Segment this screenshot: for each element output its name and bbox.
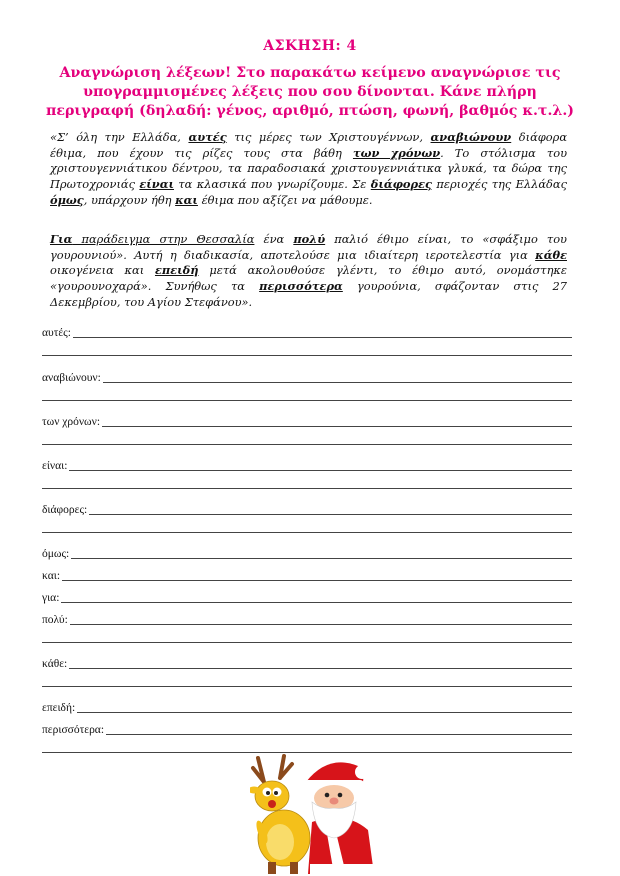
underlined-word: αυτές xyxy=(188,130,227,144)
answer-row-ton-chronon: των χρόνων: xyxy=(42,414,572,428)
answer-line[interactable] xyxy=(62,570,572,581)
extra-answer-line[interactable] xyxy=(42,686,572,687)
underlined-word: κάθε xyxy=(535,247,567,262)
underlined-word: πολύ xyxy=(293,232,326,246)
extra-answer-line[interactable] xyxy=(42,444,572,445)
text-paragraph-1: «Σ’ όλη την Ελλάδα, αυτές τις μέρες των Χριστουγέννων, αναβιώνουν διάφορα έθιμα, που έχουν τις ρίζες τους στα βάθη των χρόνων. Το στόλισμα του χριστουγεννιάτικου δέντρου, τα παραδοσιακά χριστουγεννιάτικα γλυκά, τα δώρα της Πρωτοχρονιάς είναι τα κλασικά που γνωρίζουμε. Σε διάφορες περιοχές της Ελλάδας όμως, υπάρχουν ήθη και έθιμα που αξίζει να μάθουμε. xyxy=(50,130,568,207)
underlined-word: είναι xyxy=(139,177,174,192)
extra-answer-line[interactable] xyxy=(42,400,572,401)
instruction-line-1: Αναγνώριση λέξεων! Στο παρακάτω κείμενο αναγνώρισε τις xyxy=(59,65,561,81)
text-paragraph-2: Για παράδειγμα στην Θεσσαλία ένα πολύ παλιό έθιμο είναι, το «σφάξιμο του γουρουνιού». Αυτή η διαδικασία, αποτελούσε μια ιδιαίτερη ιεροτελεστία για κάθε οικογένεια και επειδή μετά ακολουθούσε γλέντι, το έθιμο αυτό, ονομάστηκε «γουρουνοχαρά». Συνήθως τα περισσότερα γουρούνια, σφάζονταν στις 27 Δεκεμβρίου, του Αγίου Στεφάνου». xyxy=(50,232,568,309)
underlined-word: διάφορες xyxy=(370,177,432,192)
answer-row-epeidi: επειδή: xyxy=(42,700,572,714)
answer-row-diafores: διάφορες: xyxy=(42,502,572,516)
instruction-line-2: υπογραμμισμένες λέξεις που σου δίνονται. Κάνε πλήρη xyxy=(83,84,537,100)
answer-line[interactable] xyxy=(69,658,572,669)
answer-row-kai: και: xyxy=(42,568,572,582)
underlined-word: αναβιώνουν xyxy=(430,130,512,144)
underlined-word: των χρόνων xyxy=(352,145,441,160)
answer-line[interactable] xyxy=(70,614,572,625)
underlined-word: Για xyxy=(50,232,73,246)
extra-answer-line[interactable] xyxy=(42,488,572,489)
answer-row-gia: για: xyxy=(42,590,572,604)
extra-answer-line[interactable] xyxy=(42,642,572,643)
answer-line[interactable] xyxy=(77,702,572,713)
answer-row-omos: όμως: xyxy=(42,546,572,560)
answer-line[interactable] xyxy=(69,460,572,471)
answer-line[interactable] xyxy=(71,548,572,559)
answer-line[interactable] xyxy=(106,724,572,735)
extra-answer-line[interactable] xyxy=(42,355,572,356)
answer-row-kathe: κάθε: xyxy=(42,656,572,670)
underlined-word: όμως xyxy=(50,192,84,207)
answer-line[interactable] xyxy=(73,327,572,338)
answer-row-anaviosoun: αναβιώνουν: xyxy=(42,370,572,384)
extra-answer-line[interactable] xyxy=(42,532,572,533)
answer-row-einai: είναι: xyxy=(42,458,572,472)
exercise-title: ΑΣΚΗΣΗ: 4 xyxy=(263,38,357,54)
instructions xyxy=(40,64,580,121)
instruction-line-3: περιγραφή (δηλαδή: γένος, αριθμό, πτώση, φωνή, βαθμός κ.τ.λ.) xyxy=(45,103,574,119)
answer-line[interactable] xyxy=(102,416,572,427)
answer-row-perissotera: περισσότερα: xyxy=(42,722,572,736)
reindeer-and-santa-icon xyxy=(250,752,380,874)
answer-line[interactable] xyxy=(89,504,572,515)
answer-line[interactable] xyxy=(103,372,572,383)
answer-row-aftes: αυτές: xyxy=(42,325,572,339)
underlined-word: περισσότερα xyxy=(259,279,343,294)
answer-row-poly: πολύ: xyxy=(42,612,572,626)
underlined-word: και xyxy=(175,192,198,207)
answer-line[interactable] xyxy=(61,592,572,603)
underlined-word: επειδή xyxy=(154,263,199,278)
